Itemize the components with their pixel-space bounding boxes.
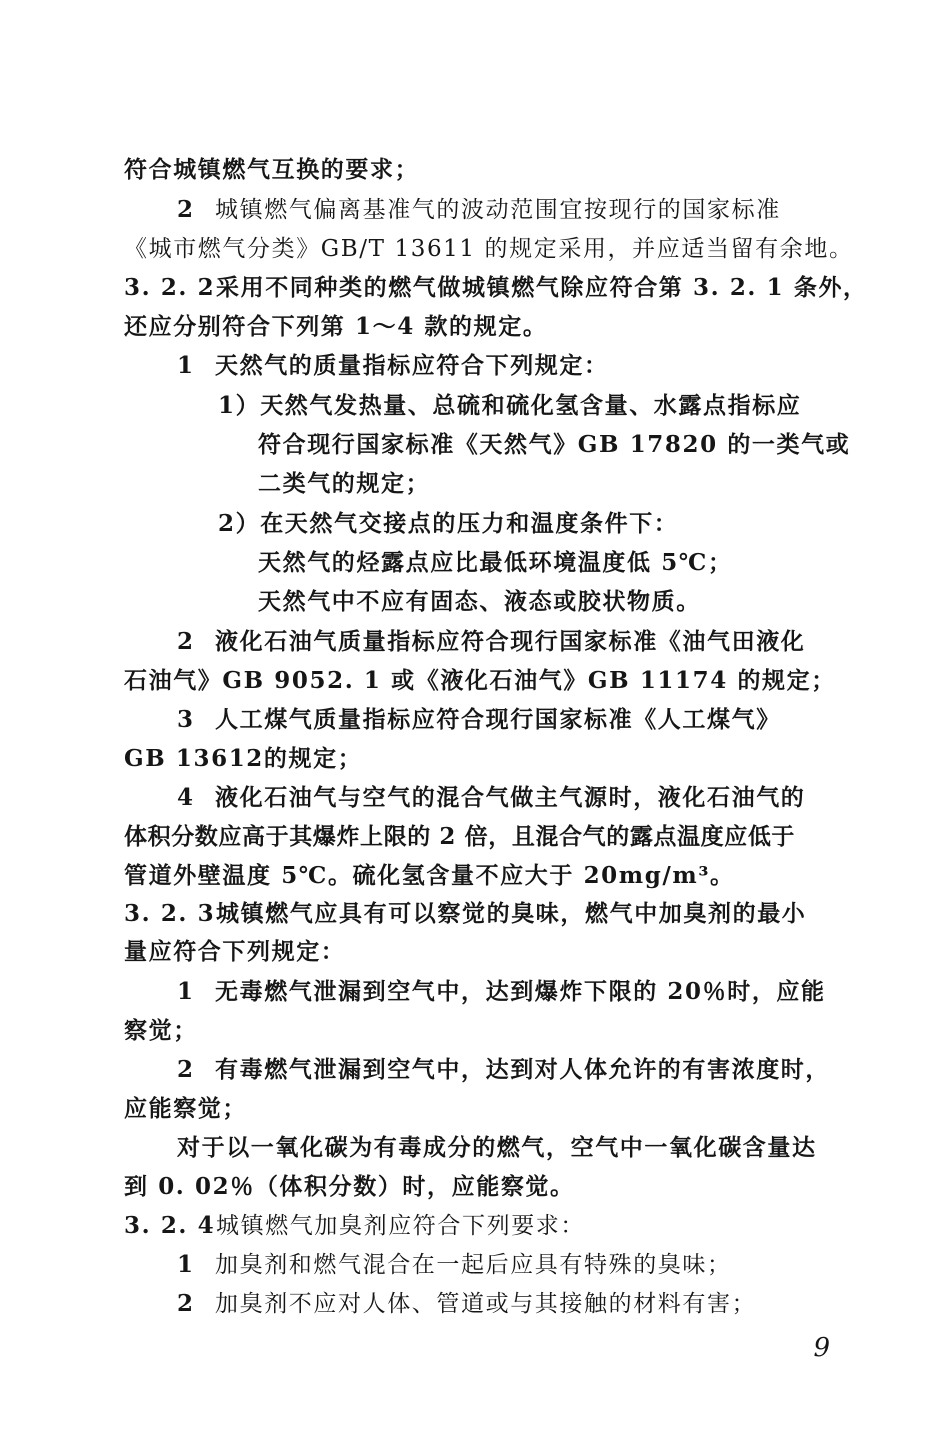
item-number: 1 — [177, 352, 195, 379]
list-item-line — [177, 1248, 732, 1282]
item-text: 加臭剂和燃气混合在一起后应具有特殊的臭味； — [215, 1252, 732, 1278]
list-item-line — [177, 1287, 756, 1321]
text-line: 到 0. 02％（体积分数）时，应能察觉。 — [124, 1173, 575, 1200]
item-text: 液化石油气质量指标应符合现行国家标准《油气田液化 — [215, 628, 806, 655]
item-text: 天然气的质量指标应符合下列规定： — [215, 352, 609, 379]
text-line: 还应分别符合下列第 1～4 款的规定。 — [124, 313, 548, 340]
text-line: 对于以一氧化碳为有毒成分的燃气，空气中一氧化碳含量达 — [177, 1134, 817, 1161]
text-line: GB 13612的规定； — [124, 745, 363, 772]
text-line: 管道外壁温度 5℃。硫化氢含量不应大于 20mg/m³。 — [124, 862, 735, 889]
item-number: 3 — [177, 706, 195, 733]
clause-number: 3. 2. 2 — [124, 274, 216, 301]
item-text: 无毒燃气泄漏到空气中，达到爆炸下限的 20％时，应能 — [215, 978, 826, 1005]
sub-item-line: 1）天然气发热量、总硫和硫化氢含量、水露点指标应 — [218, 392, 802, 419]
clause-number: 3. 2. 3 — [124, 900, 216, 927]
text-line: 察觉； — [124, 1017, 198, 1044]
item-number: 2 — [177, 1290, 195, 1317]
text-line: 符合现行国家标准《天然气》GB 17820 的一类气或 — [258, 431, 851, 458]
text-line: 二类气的规定； — [258, 470, 431, 497]
item-number: 1 — [177, 1251, 195, 1278]
text-line: 应能察觉； — [124, 1095, 247, 1122]
text-line: 量应符合下列规定： — [124, 938, 346, 965]
sub-item-line: 2）在天然气交接点的压力和温度条件下： — [218, 510, 679, 537]
clause-text: 城镇燃气应具有可以察觉的臭味，燃气中加臭剂的最小 — [216, 900, 807, 927]
clause-line — [124, 271, 868, 305]
text-line: 符合城镇燃气互换的要求； — [124, 156, 420, 183]
list-item-line — [177, 625, 805, 659]
list-item-line — [177, 975, 826, 1009]
list-item-line — [177, 1053, 830, 1087]
page-number: 9 — [813, 1333, 830, 1363]
item-number: 2 — [177, 1056, 195, 1083]
clause-line — [124, 1209, 585, 1243]
list-item-line — [177, 781, 805, 815]
item-number: 4 — [177, 784, 195, 811]
item-number: 2 — [177, 628, 195, 655]
clause-line — [124, 897, 806, 931]
list-item-line — [177, 193, 781, 227]
text-line: 天然气的烃露点应比最低环境温度低 5℃； — [258, 549, 733, 576]
item-text: 人工煤气质量指标应符合现行国家标准《人工煤气》 — [215, 706, 781, 733]
item-text: 有毒燃气泄漏到空气中，达到对人体允许的有害浓度时， — [215, 1056, 830, 1083]
list-item-line — [177, 703, 781, 737]
text-line: 《城市燃气分类》GB/T 13611 的规定采用，并应适当留有余地。 — [124, 236, 854, 262]
text-line: 体积分数应高于其爆炸上限的 2 倍，且混合气的露点温度应低于 — [124, 823, 796, 850]
clause-text: 城镇燃气加臭剂应符合下列要求： — [216, 1213, 585, 1239]
item-text: 城镇燃气偏离基准气的波动范围宜按现行的国家标准 — [215, 197, 781, 223]
text-line: 石油气》GB 9052. 1 或《液化石油气》GB 11174 的规定； — [124, 667, 836, 694]
text-line: 天然气中不应有固态、液态或胶状物质。 — [258, 588, 701, 615]
clause-text: 采用不同种类的燃气做城镇燃气除应符合第 3. 2. 1 条外， — [216, 274, 868, 301]
item-number: 2 — [177, 196, 195, 223]
item-text: 加臭剂不应对人体、管道或与其接触的材料有害； — [215, 1291, 757, 1317]
item-number: 1 — [177, 978, 195, 1005]
clause-number: 3. 2. 4 — [124, 1212, 216, 1239]
item-text: 液化石油气与空气的混合气做主气源时，液化石油气的 — [215, 784, 806, 811]
list-item-line — [177, 349, 609, 383]
